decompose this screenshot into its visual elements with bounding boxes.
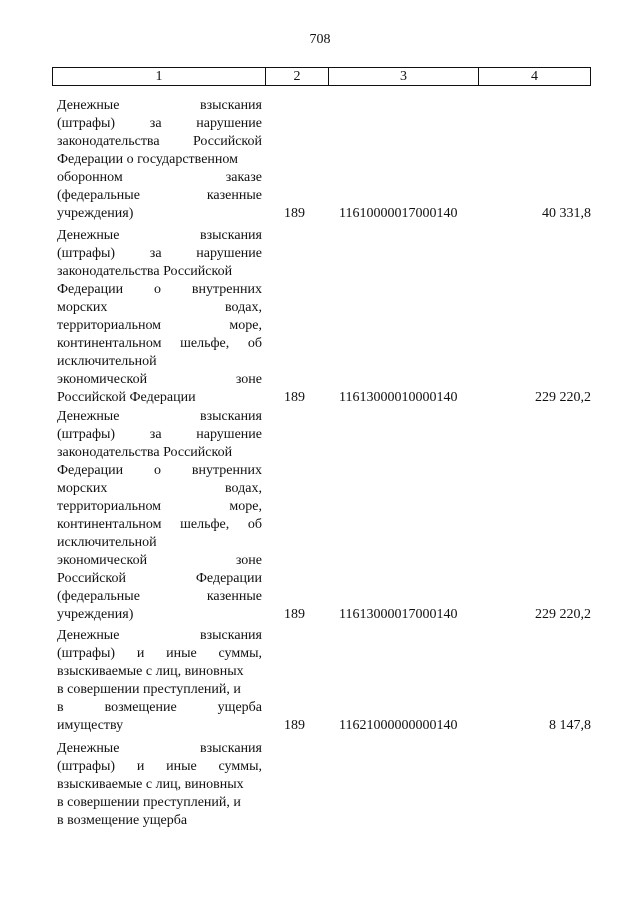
description-line: (штрафы) за нарушение <box>57 427 262 442</box>
description-line: (штрафы) и иные суммы, <box>57 646 262 661</box>
description-line: учреждения) <box>57 607 134 622</box>
description-line: взыскиваемые с лиц, виновных <box>57 664 244 679</box>
header-col-1: 1 <box>53 68 266 85</box>
description-line: Российской Федерации <box>57 571 262 586</box>
description-line: оборонном заказе <box>57 170 262 185</box>
description-line: континентальном шельфе, об <box>57 517 262 532</box>
amount-value: 229 220,2 <box>535 607 591 622</box>
description-line: Федерации о внутренних <box>57 463 262 478</box>
description-line: территориальном море, <box>57 318 262 333</box>
budget-code: 11610000017000140 <box>339 206 458 221</box>
description-line: Денежные взыскания <box>57 228 262 243</box>
description-line: территориальном море, <box>57 499 262 514</box>
admin-code: 189 <box>284 718 305 733</box>
description-line: имуществу <box>57 718 124 733</box>
row-description <box>57 97 262 223</box>
table-header <box>52 67 591 86</box>
description-line: Федерации о внутренних <box>57 282 262 297</box>
description-line: законодательства Российской <box>57 134 262 149</box>
description-line: морских водах, <box>57 481 262 496</box>
budget-code: 11613000010000140 <box>339 390 458 405</box>
admin-code: 189 <box>284 607 305 622</box>
description-line: (штрафы) за нарушение <box>57 246 262 261</box>
description-line: исключительной <box>57 535 157 550</box>
description-line: Денежные взыскания <box>57 98 262 113</box>
header-col-4: 4 <box>531 69 538 84</box>
header-col-3: 3 <box>329 68 479 85</box>
amount-value: 40 331,8 <box>542 206 591 221</box>
description-line: Денежные взыскания <box>57 741 262 756</box>
description-line: Денежные взыскания <box>57 409 262 424</box>
admin-code: 189 <box>284 206 305 221</box>
row-description <box>57 227 262 407</box>
header-col-2: 2 <box>266 68 329 85</box>
description-line: законодательства Российской <box>57 264 233 279</box>
admin-code: 189 <box>284 390 305 405</box>
description-line: Денежные взыскания <box>57 628 262 643</box>
row-description <box>57 408 262 624</box>
amount-value: 229 220,2 <box>535 390 591 405</box>
description-line: в возмещение ущерба <box>57 813 188 828</box>
description-line: (штрафы) и иные суммы, <box>57 759 262 774</box>
description-line: законодательства Российской <box>57 445 233 460</box>
description-line: в возмещение ущерба <box>57 700 262 715</box>
description-line: взыскиваемые с лиц, виновных <box>57 777 244 792</box>
description-line: в совершении преступлений, и <box>57 795 241 810</box>
description-line: Федерации о государственном <box>57 152 238 167</box>
budget-code: 11621000000000140 <box>339 718 458 733</box>
description-line: (федеральные казенные <box>57 589 262 604</box>
description-line: (федеральные казенные <box>57 188 262 203</box>
page-number: 708 <box>309 32 331 47</box>
description-line: исключительной <box>57 354 157 369</box>
row-description <box>57 740 262 830</box>
description-line: морских водах, <box>57 300 262 315</box>
description-line: учреждения) <box>57 206 134 221</box>
description-line: Российской Федерации <box>57 390 196 405</box>
budget-code: 11613000017000140 <box>339 607 458 622</box>
description-line: экономической зоне <box>57 553 262 568</box>
description-line: экономической зоне <box>57 372 262 387</box>
description-line: в совершении преступлений, и <box>57 682 241 697</box>
description-line: (штрафы) за нарушение <box>57 116 262 131</box>
row-description <box>57 627 262 735</box>
amount-value: 8 147,8 <box>549 718 591 733</box>
description-line: континентальном шельфе, об <box>57 336 262 351</box>
